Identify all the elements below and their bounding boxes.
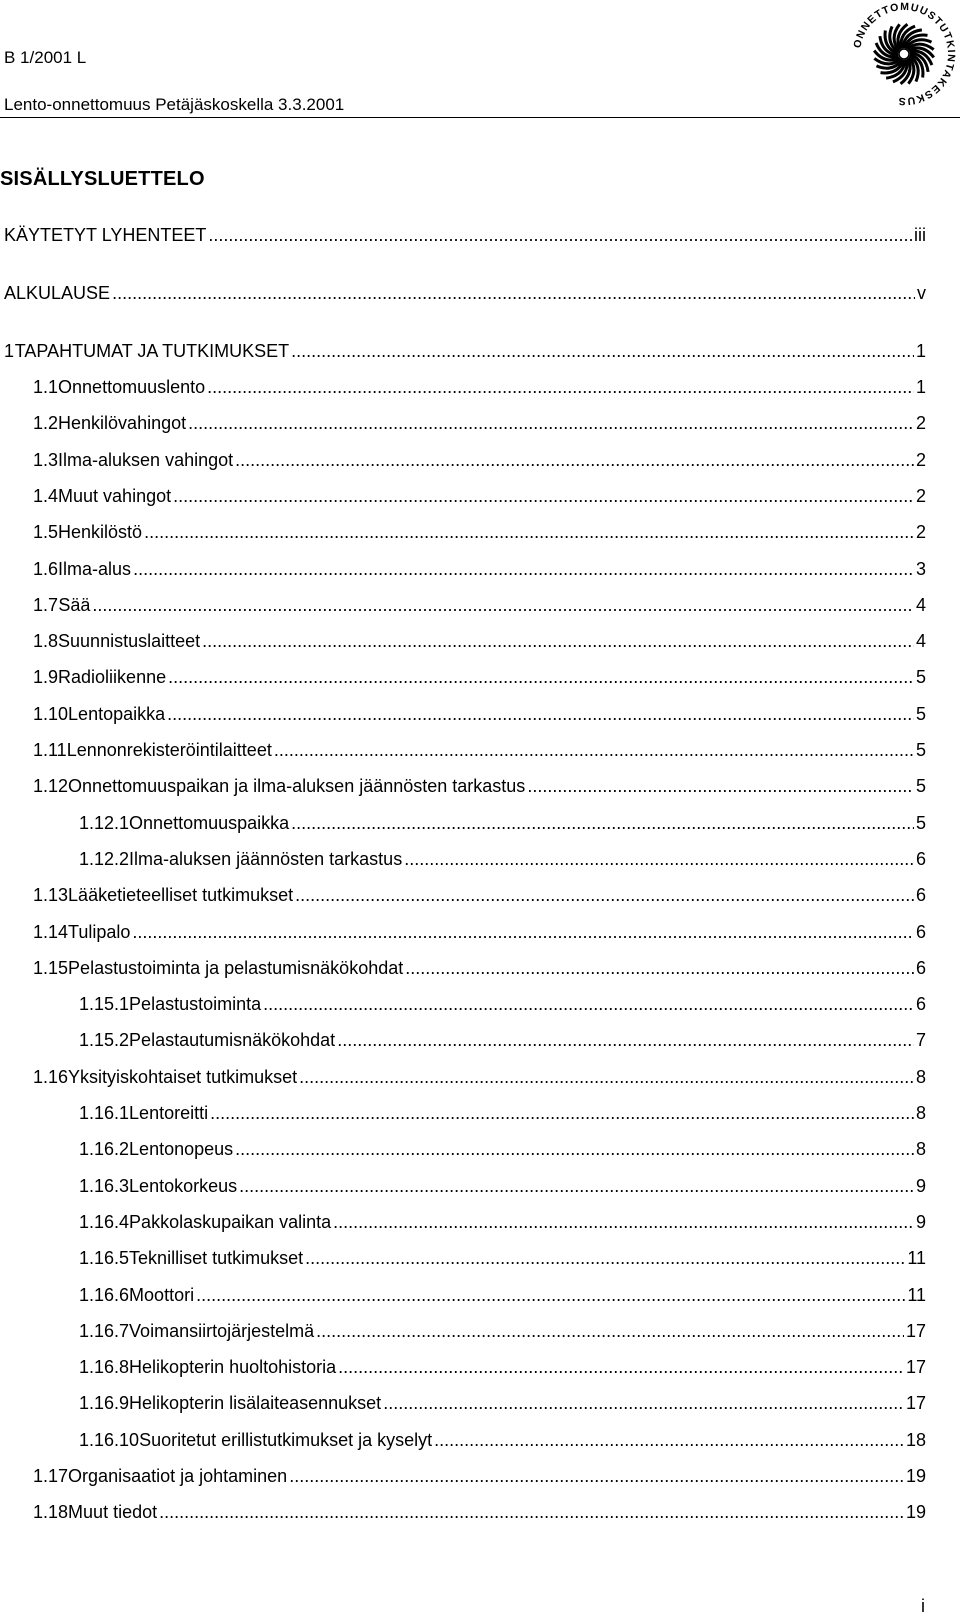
toc-entry[interactable] <box>33 739 926 761</box>
toc-entry-number: 1.16.3 <box>79 1175 130 1196</box>
toc-leader-dots <box>295 884 914 906</box>
toc-leader-dots <box>291 812 914 834</box>
toc-entry-label: Suunnistuslaitteet <box>58 631 201 652</box>
toc-entry-number: 1.15.2 <box>79 1030 130 1051</box>
toc-entry-number: 1.10 <box>33 703 69 724</box>
toc-entry-number: 1.9 <box>33 667 59 688</box>
toc-entry-page: 2 <box>915 485 926 506</box>
toc-leader-dots <box>132 921 914 943</box>
toc-entry-label: Pelastustoiminta ja pelastumisnäkökohdat <box>68 957 404 978</box>
toc-entry[interactable] <box>79 1320 926 1342</box>
toc-entry-label: Teknilliset tutkimukset <box>129 1248 304 1269</box>
toc-entry-label: Helikopterin lisälaiteasennukset <box>129 1393 382 1414</box>
toc-entry-page: 17 <box>905 1357 926 1378</box>
toc-entry-page: 2 <box>915 522 926 543</box>
toc-entry[interactable] <box>79 1138 926 1160</box>
toc-leader-dots <box>168 666 914 688</box>
toc-entry-page: 19 <box>905 1502 926 1523</box>
toc-entry[interactable] <box>33 775 926 797</box>
toc-entry-label: Radioliikenne <box>58 667 167 688</box>
toc-leader-dots <box>337 1029 914 1051</box>
toc-entry[interactable] <box>79 1356 926 1378</box>
toc-entry[interactable] <box>33 884 926 906</box>
toc-entry-page: 2 <box>915 449 926 470</box>
toc-leader-dots <box>133 558 914 580</box>
toc-entry-label: Helikopterin huoltohistoria <box>129 1357 337 1378</box>
toc-entry-number: 1.11 <box>33 740 67 760</box>
toc-entry[interactable] <box>79 1029 926 1051</box>
toc-leader-dots <box>299 1066 914 1088</box>
toc-entry-label: KÄYTETYT LYHENTEET <box>4 225 207 245</box>
toc-entry-label: Organisaatiot ja johtaminen <box>68 1466 288 1486</box>
toc-entry[interactable] <box>79 1392 926 1414</box>
toc-entry-label: Yksityiskohtaiset tutkimukset <box>68 1066 298 1087</box>
toc-entry-page: 17 <box>905 1393 926 1414</box>
toc-leader-dots <box>207 376 914 398</box>
toc-leader-dots <box>404 848 914 870</box>
toc-entry-page: v <box>917 283 926 303</box>
toc-leader-dots <box>159 1501 904 1523</box>
toc-entry[interactable] <box>79 993 926 1015</box>
toc-entry-label: Onnettomuuslento <box>58 377 206 397</box>
toc-entry-number: 1.16.6 <box>79 1284 130 1305</box>
toc-entry-number: 1.12.2 <box>79 848 130 869</box>
toc-entry-page: 8 <box>915 1103 926 1123</box>
toc-entry-page: 5 <box>915 740 926 760</box>
toc-entry[interactable] <box>79 1247 926 1269</box>
toc-entry-label: Onnettomuuspaikan ja ilma-aluksen jäännösten tarkastus <box>68 776 526 797</box>
toc-entry[interactable] <box>33 412 926 434</box>
toc-entry-number: 1 <box>4 341 15 361</box>
document-id: B 1/2001 L <box>4 48 87 67</box>
toc-entry-number: 1.1 <box>33 377 59 397</box>
toc-entry[interactable] <box>79 812 926 834</box>
toc-entry-page: 5 <box>915 776 926 797</box>
toc-entry-number: 1.16.2 <box>79 1139 130 1160</box>
toc-entry[interactable] <box>79 1175 926 1197</box>
toc-entry-number: 1.16.10 <box>79 1429 140 1450</box>
toc-entry-page: 6 <box>915 885 926 906</box>
toc-entry-number: 1.12 <box>33 776 69 797</box>
toc-leader-dots <box>235 449 914 471</box>
toc-entry-label: Lentopaikka <box>68 703 166 724</box>
toc-entry[interactable] <box>33 521 926 543</box>
toc-entry-number: 1.12.1 <box>79 812 130 833</box>
toc-entry-number: 1.16.5 <box>79 1248 130 1269</box>
toc-entry-page: 3 <box>915 558 926 579</box>
toc-entry-page: 7 <box>915 1030 926 1051</box>
toc-entry-page: 9 <box>915 1175 926 1196</box>
toc-leader-dots <box>527 775 914 797</box>
agency-logo <box>850 0 958 108</box>
toc-entry-number: 1.8 <box>33 631 59 652</box>
toc-leader-dots <box>383 1392 904 1414</box>
toc-entry-label: Onnettomuuspaikka <box>129 812 290 833</box>
toc-entry-label: Ilma-alus <box>58 558 132 579</box>
toc-entry-label: Tulipalo <box>68 921 131 942</box>
toc-entry-number: 1.3 <box>33 449 59 470</box>
toc-entry[interactable] <box>33 666 926 688</box>
toc-entry[interactable] <box>33 1066 926 1088</box>
toc-entry-page: 8 <box>915 1066 926 1087</box>
toc-entry-label: Lennonrekisteröintilaitteet <box>66 740 272 760</box>
toc-entry-number: 1.17 <box>33 1466 69 1486</box>
page-number: i <box>921 1596 925 1616</box>
toc-entry-number: 1.16.4 <box>79 1211 130 1232</box>
toc-entry-label: Henkilövahingot <box>58 413 187 434</box>
toc-entry[interactable] <box>33 630 926 652</box>
toc-entry-number: 1.15 <box>33 957 69 978</box>
toc-entry-label: Ilma-aluksen vahingot <box>58 449 234 470</box>
toc-entry-number: 1.16.9 <box>79 1393 130 1414</box>
toc-entry[interactable] <box>33 703 926 725</box>
toc-entry-number: 1.14 <box>33 921 69 942</box>
toc-entry-number: 1.18 <box>33 1502 69 1523</box>
page-title: SISÄLLYSLUETTELO <box>0 168 205 190</box>
toc-leader-dots <box>188 412 914 434</box>
header-divider <box>0 117 960 118</box>
toc-entry-page: 2 <box>915 413 926 434</box>
toc-leader-dots <box>92 594 914 616</box>
toc-entry-label: TAPAHTUMAT JA TUTKIMUKSET <box>14 341 290 361</box>
toc-entry-number: 1.2 <box>33 413 59 434</box>
toc-entry[interactable] <box>33 594 926 616</box>
toc-leader-dots <box>316 1320 904 1342</box>
toc-leader-dots <box>167 703 914 725</box>
toc-entry-number: 1.6 <box>33 558 59 579</box>
toc-entry-page: iii <box>914 225 926 245</box>
toc-entry-number: 1.4 <box>33 485 59 506</box>
toc-leader-dots <box>274 739 914 761</box>
toc-entry[interactable] <box>79 1211 926 1233</box>
document-title: Lento-onnettomuus Petäjäskoskella 3.3.2001 <box>4 95 345 114</box>
toc-leader-dots <box>208 224 912 246</box>
svg-text:ONNETTOMUUSTUTKINTAKESKUS: ONNETTOMUUSTUTKINTAKESKUS <box>851 0 958 108</box>
toc-entry-label: Sää <box>58 594 91 615</box>
toc-leader-dots <box>173 485 914 507</box>
toc-entry[interactable] <box>33 921 926 943</box>
toc-entry[interactable] <box>33 376 926 398</box>
toc-entry-page: 1 <box>915 377 926 397</box>
toc-leader-dots <box>202 630 914 652</box>
toc-entry-page: 9 <box>915 1211 926 1232</box>
toc-leader-dots <box>144 521 914 543</box>
toc-entry[interactable] <box>79 848 926 870</box>
toc-entry[interactable] <box>79 1429 926 1451</box>
toc-entry-number: 1.16.1 <box>79 1103 130 1123</box>
toc-entry[interactable] <box>4 282 926 304</box>
toc-leader-dots <box>263 993 914 1015</box>
toc-entry-page: 6 <box>915 994 926 1015</box>
toc-entry-label: Pelastautumisnäkökohdat <box>129 1030 336 1051</box>
toc-entry-page: 11 <box>907 1284 926 1305</box>
toc-entry-page: 1 <box>915 341 926 361</box>
toc-entry-label: Lentoreitti <box>129 1103 209 1123</box>
toc-entry[interactable] <box>33 957 926 979</box>
toc-entry-label: Voimansiirtojärjestelmä <box>129 1320 315 1341</box>
toc-leader-dots <box>434 1429 904 1451</box>
toc-entry-number: 1.16 <box>33 1066 69 1087</box>
toc-entry-page: 5 <box>915 703 926 724</box>
toc-entry-page: 18 <box>905 1429 926 1450</box>
toc-leader-dots <box>333 1211 914 1233</box>
toc-entry[interactable] <box>4 224 926 246</box>
toc-entry-label: Pakkolaskupaikan valinta <box>129 1211 332 1232</box>
toc-entry[interactable] <box>33 449 926 471</box>
toc-entry-label: Lentokorkeus <box>129 1175 238 1196</box>
toc-entry-label: Muut tiedot <box>68 1502 158 1523</box>
toc-entry-page: 19 <box>905 1466 926 1486</box>
toc-entry-page: 6 <box>915 848 926 869</box>
toc-entry-page: 8 <box>915 1139 926 1160</box>
toc-leader-dots <box>289 1465 904 1487</box>
toc-entry-page: 6 <box>915 921 926 942</box>
toc-entry-label: ALKULAUSE <box>4 283 111 303</box>
toc-entry-page: 17 <box>905 1320 926 1341</box>
toc-entry-label: Suoritetut erillistutkimukset ja kyselyt <box>139 1429 433 1450</box>
toc-entry-label: Henkilöstö <box>58 522 143 543</box>
toc-leader-dots <box>239 1175 914 1197</box>
toc-entry-number: 1.7 <box>33 594 59 615</box>
toc-leader-dots <box>210 1102 914 1124</box>
toc-leader-dots <box>196 1284 905 1306</box>
toc-leader-dots <box>112 282 915 304</box>
toc-entry-label: Ilma-aluksen jäännösten tarkastus <box>129 848 403 869</box>
toc-leader-dots <box>405 957 914 979</box>
toc-entry-page: 6 <box>915 957 926 978</box>
toc-entry-number: 1.16.7 <box>79 1320 130 1341</box>
toc-entry-label: Lääketieteelliset tutkimukset <box>68 885 294 906</box>
toc-entry-number: 1.16.8 <box>79 1357 130 1378</box>
toc-entry[interactable] <box>33 1501 926 1523</box>
toc-entry-page: 4 <box>915 631 926 652</box>
toc-leader-dots <box>291 340 914 362</box>
toc-entry-page: 5 <box>915 812 926 833</box>
toc-entry[interactable] <box>79 1102 926 1124</box>
toc-entry-number: 1.15.1 <box>79 994 130 1015</box>
toc-entry-page: 4 <box>915 594 926 615</box>
toc-entry[interactable] <box>33 1465 926 1487</box>
toc-entry-label: Muut vahingot <box>58 485 172 506</box>
toc-entry-page: 11 <box>907 1248 926 1269</box>
toc-entry[interactable] <box>4 340 926 362</box>
toc-entry[interactable] <box>33 558 926 580</box>
toc-entry-label: Pelastustoiminta <box>129 994 262 1015</box>
toc-entry-label: Moottori <box>129 1284 195 1305</box>
toc-entry-label: Lentonopeus <box>129 1139 234 1160</box>
toc-leader-dots <box>338 1356 904 1378</box>
toc-entry-number: 1.5 <box>33 522 59 543</box>
toc-leader-dots <box>235 1138 914 1160</box>
toc-leader-dots <box>305 1247 905 1269</box>
toc-entry-number: 1.13 <box>33 885 69 906</box>
toc-entry[interactable] <box>33 485 926 507</box>
toc-entry[interactable] <box>79 1284 926 1306</box>
toc-entry-page: 5 <box>915 667 926 688</box>
